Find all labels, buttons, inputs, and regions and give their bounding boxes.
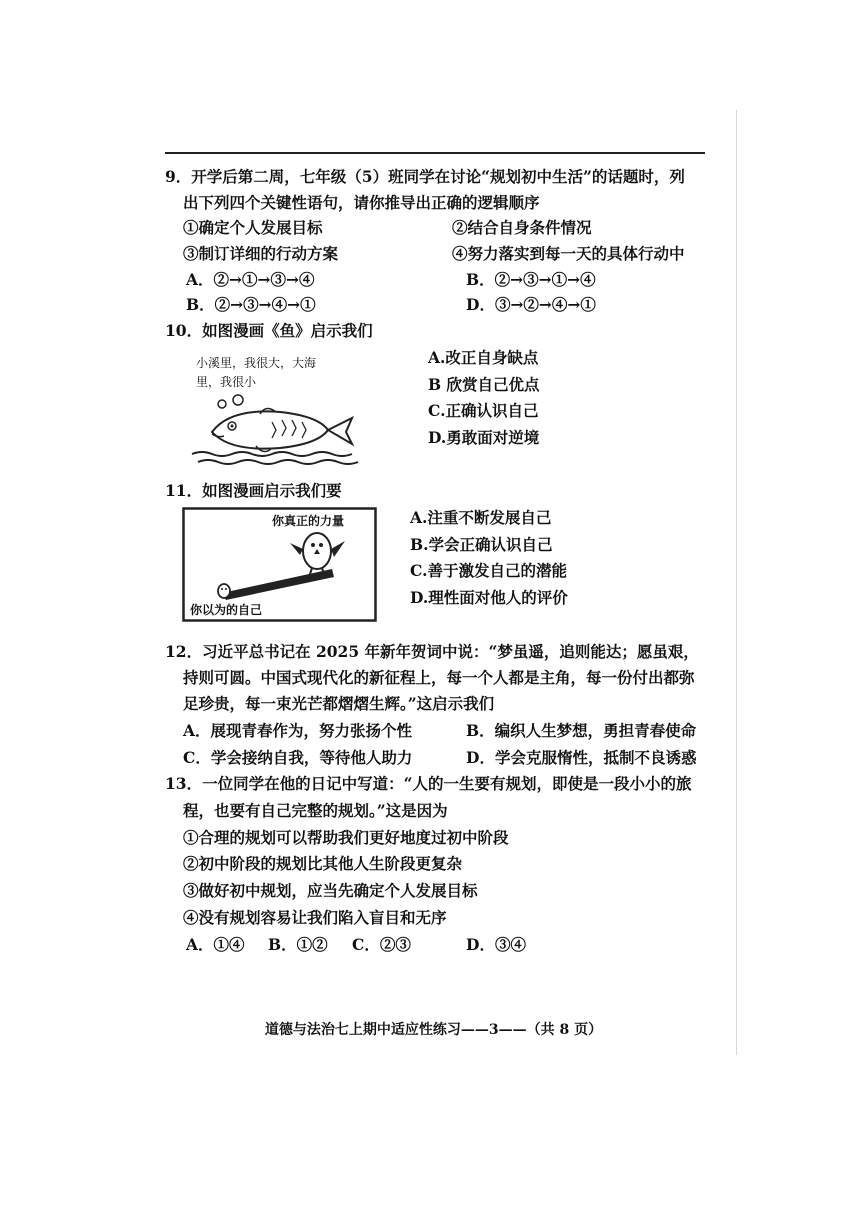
q12-option-b: B．编织人生梦想，勇担青春使命 — [466, 721, 697, 740]
q13-option-a: A．①④ — [186, 935, 245, 954]
q9-item-4: ④努力落实到每一天的具体行动中 — [452, 244, 685, 263]
page-footer — [0, 1019, 867, 1039]
q13-option-c: C．②③ — [352, 935, 411, 954]
binding-margin-line — [736, 110, 737, 1055]
q11-comic-label-true-power: 你真正的力量 — [272, 514, 345, 528]
q10-option-c: C.正确认识自己 — [428, 401, 539, 420]
q9-option-b: B．②→③→①→④ — [466, 270, 596, 289]
footer-total-pages: ——（共 8 页） — [498, 1022, 603, 1038]
header-rule — [165, 152, 705, 154]
q9-stem-line2: 出下列四个关键性语句，请你推导出正确的逻辑顺序 — [183, 193, 540, 212]
q9-item-1: ①确定个人发展目标 — [183, 218, 323, 237]
q12-stem-line2: 持则可圆。中国式现代化的新征程上，每一个人都是主角，每一份付出都弥 — [183, 668, 695, 687]
q12-option-d: D．学会克服惰性，抵制不良诱惑 — [466, 748, 697, 767]
q13-item-1: ①合理的规划可以帮助我们更好地度过初中阶段 — [183, 828, 509, 847]
q11-option-c: C.善于激发自己的潜能 — [410, 561, 567, 580]
q10-comic-text-line2: 里，我很小 — [196, 375, 257, 389]
q9-option-a: A．②→①→③→④ — [186, 270, 315, 289]
q9-option-d: D．③→②→④→① — [466, 295, 596, 314]
q13-option-b: B．①② — [268, 935, 328, 954]
q11-option-d: D.理性面对他人的评价 — [410, 588, 568, 607]
q11-option-a: A.注重不断发展自己 — [410, 508, 552, 527]
footer-page-number: 3 — [488, 1022, 499, 1038]
q10-option-d: D.勇敢面对逆境 — [428, 428, 540, 447]
footer-subject: 道德与法治七上期中适应性练习—— — [264, 1022, 489, 1038]
q13-item-2: ②初中阶段的规划比其他人生阶段更复杂 — [183, 854, 463, 873]
q9-item-3: ③制订详细的行动方案 — [183, 244, 339, 263]
q9-item-2: ②结合自身条件情况 — [452, 218, 592, 237]
q13-option-d: D．③④ — [466, 935, 526, 954]
q12-option-c: C．学会接纳自我，等待他人助力 — [183, 748, 413, 767]
fish-comic-illustration — [190, 392, 360, 467]
q10-option-b: B 欣赏自己优点 — [428, 375, 540, 394]
q12-stem-line3: 足珍贵，每一束光芒都熠熠生辉。”这启示我们 — [183, 694, 495, 713]
q11-option-b: B.学会正确认识自己 — [410, 535, 553, 554]
q9-stem-line1: 9．开学后第二周，七年级（5）班同学在讨论“规划初中生活”的话题时，列 — [165, 167, 685, 186]
q10-option-a: A.改正自身缺点 — [428, 348, 539, 367]
q12-option-a: A．展现青春作为，努力张扬个性 — [183, 721, 413, 740]
q13-stem-line2: 程，也要有自己完整的规划。”这是因为 — [183, 801, 448, 820]
q13-item-3: ③做好初中规划，应当先确定个人发展目标 — [183, 881, 478, 900]
q10-comic-text-line1: 小溪里，我很大，大海 — [196, 356, 317, 370]
q12-stem-line1: 12．习近平总书记在 2025 年新年贺词中说：“梦虽遥，追则能达；愿虽艰， — [165, 642, 699, 661]
q13-item-4: ④没有规划容易让我们陷入盲目和无序 — [183, 908, 447, 927]
q9-option-c: B．②→③→④→① — [186, 295, 316, 314]
q13-stem-line1: 13．一位同学在他的日记中写道：“人的一生要有规划，即使是一段小小的旅 — [165, 774, 692, 793]
q10-stem: 10．如图漫画《鱼》启示我们 — [165, 321, 373, 340]
q11-stem: 11．如图漫画启示我们要 — [165, 481, 342, 500]
q11-comic-label-perceived-self: 你以为的自己 — [190, 603, 263, 617]
